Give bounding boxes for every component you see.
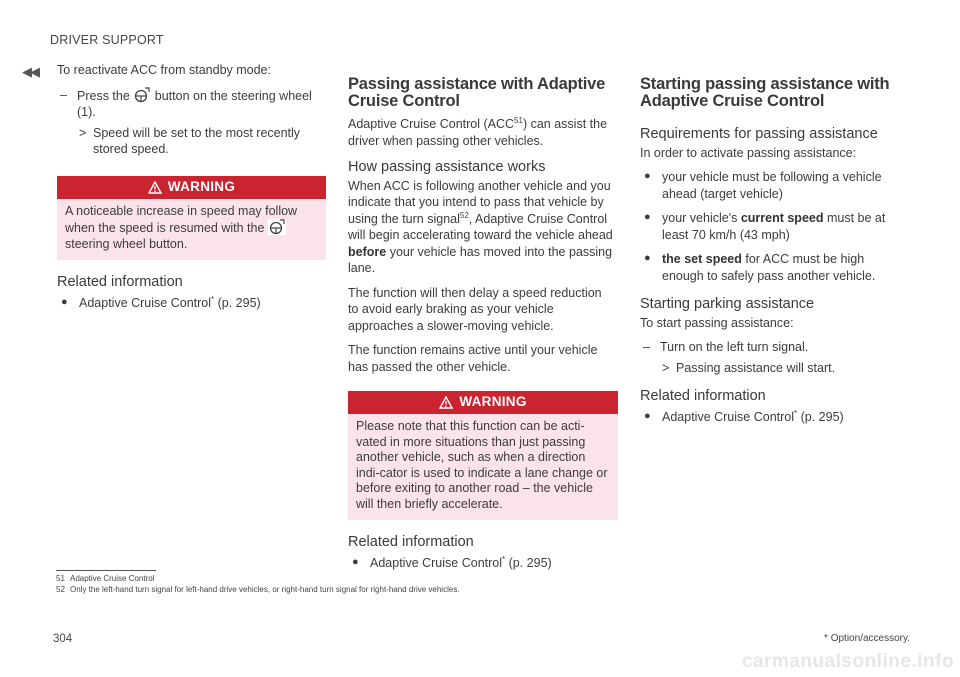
warning-header: WARNING (348, 391, 618, 414)
column-2 (348, 62, 614, 579)
warning-box-passing (348, 391, 618, 520)
passing-intro: Adaptive Cruise Control (ACC$^{51}$) can assist the driver when passing other vehicles. (348, 116, 608, 148)
related-link[interactable]: ● Adaptive Cruise Control* (p. 295) (644, 408, 844, 424)
step-result: > Speed will be set to the most recently stored speed. (79, 125, 301, 156)
related-link[interactable]: ● Adaptive Cruise Control* (p. 295) (352, 554, 552, 570)
steering-wheel-resume-icon (268, 219, 286, 235)
warning-box-resume (57, 176, 326, 261)
step-result: > Passing assistance will start. (662, 360, 836, 375)
section-title-passing: Passing assistance with Adaptive Cruise Control (348, 75, 606, 110)
related-info-heading: Related information (640, 388, 766, 404)
how-heading: How passing assistance works (348, 159, 546, 175)
warning-triangle-icon (439, 396, 453, 409)
how-paragraph-1: When ACC is following another vehicle and you indicate that you intend to pass that vehicle by using the turn signal$^{52}$, Adaptive Cruise Control will begin accelerating toward the vehicle ahead before your vehicle has moved into the passing lane. (348, 178, 613, 275)
related-info-heading: Related information (57, 274, 183, 290)
warning-triangle-icon (148, 181, 162, 194)
column-3 (640, 62, 906, 433)
reactivate-intro: To reactivate ACC from standby mode: (57, 63, 271, 77)
footnote-52: 52 Only the left-hand turn signal for left-hand drive vehicles, or right-hand turn signal for right-hand drive vehicles. (56, 585, 460, 594)
requirements-intro: In order to activate passing assistance: (640, 145, 857, 160)
starting-intro: To start passing assistance: (640, 315, 794, 330)
warning-header: WARNING (57, 176, 326, 199)
step-marker: – (60, 87, 67, 102)
warning-text: A noticeable increase in speed may follow when the speed is resumed with the steering wheel button. (65, 203, 298, 251)
footnote-ref-52[interactable]: 52 (459, 210, 469, 220)
starting-heading: Starting parking assistance (640, 296, 815, 312)
column-1 (57, 62, 322, 319)
option-accessory-note: * Option/accessory. (824, 633, 910, 644)
step-press-button: – Press the button on the steering wheel (1). (60, 87, 312, 119)
warning-text: Please note that this function can be acti-vated in more situations than just passing another vehicle, such as when a direction indi-cator is used to indicate a lane change or before exiting to another road – the vehicle will then briefly accelerate. (356, 419, 608, 511)
section-title-starting: Starting passing assistance with Adaptive Cruise Control (640, 75, 890, 110)
requirement-item: ● your vehicle must be following a vehicle ahead (target vehicle) (644, 170, 882, 201)
related-link[interactable]: ● Adaptive Cruise Control* (p. 295) (61, 294, 261, 310)
how-paragraph-2: The function will then delay a speed reduction to avoid early braking as your vehicle approaches a slower-moving vehicle. (348, 285, 602, 333)
step-turn-signal: – Turn on the left turn signal. (643, 340, 809, 354)
related-info-heading: Related information (348, 534, 474, 550)
footnote-ref-51[interactable]: 51 (514, 116, 523, 125)
how-paragraph-3: The function remains active until your vehicle has passed the other vehicle. (348, 343, 598, 374)
requirement-item: ● the set speed for ACC must be high enough to safely pass another vehicle. (644, 252, 876, 283)
page-number: 304 (53, 633, 73, 645)
section-header: DRIVER SUPPORT (50, 33, 164, 47)
previous-page-icon[interactable]: ◀◀ (22, 64, 38, 79)
footnote-51: 51 Adaptive Cruise Control (56, 574, 155, 583)
requirements-heading: Requirements for passing assistance (640, 126, 878, 142)
watermark: carmanualsonline.info (741, 651, 954, 672)
footnote-divider (56, 570, 156, 571)
requirement-item: ● your vehicle's current speed must be at least 70 km/h (43 mph) (644, 211, 886, 242)
steering-wheel-resume-icon (133, 87, 151, 103)
